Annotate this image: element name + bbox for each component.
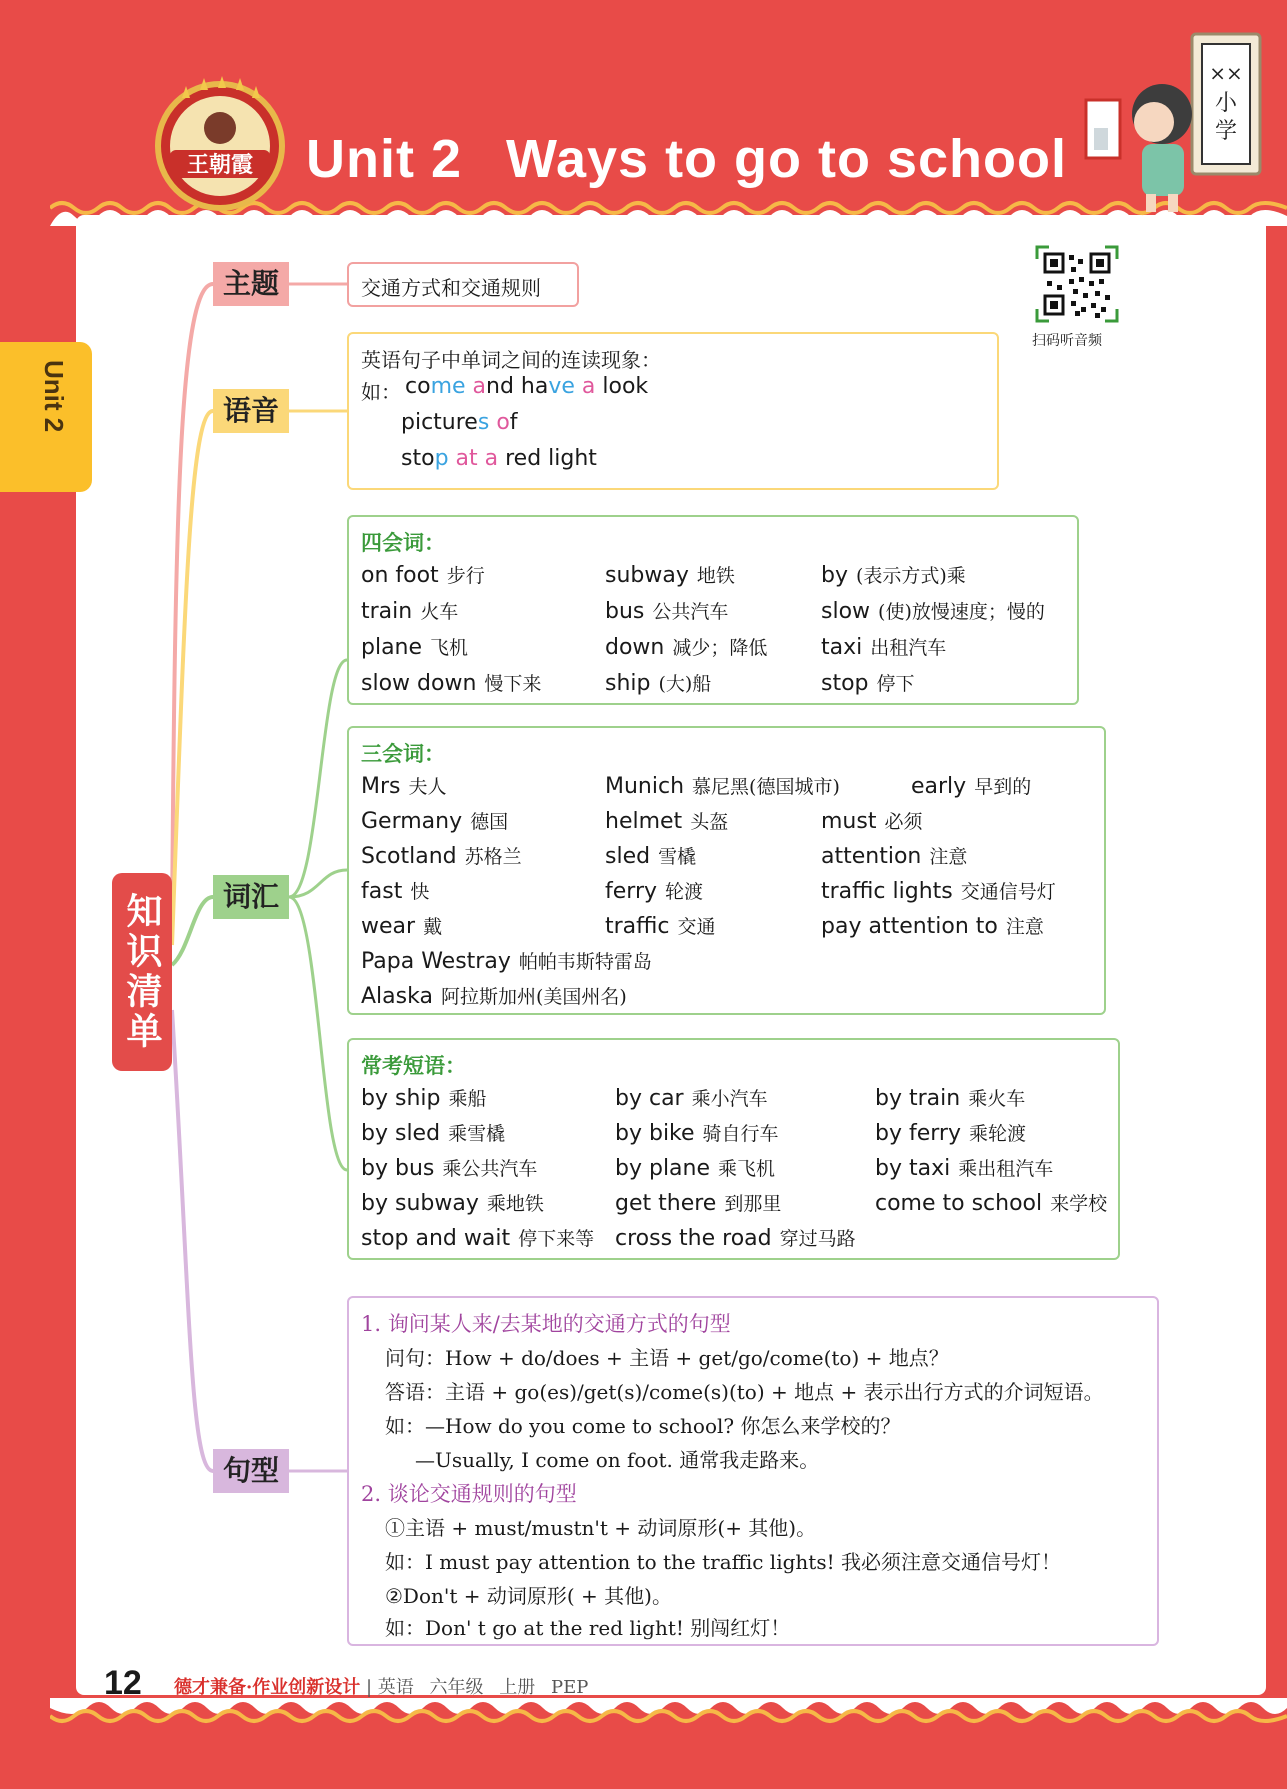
vocab-item [615,1189,781,1216]
vocab-item [361,912,442,939]
phrases-box [347,1038,1120,1260]
linked-sound: s [477,410,490,435]
vocab-chinese: 快 [410,881,430,903]
vocab-item [361,772,447,799]
theme-text: 交通方式和交通规则 [361,276,541,300]
vocab-english: traffic lights [821,879,953,904]
footer-grade: 六年级 [429,1677,484,1698]
footer-edition: PEP [551,1677,589,1698]
sentence-2-line: ②Don't + 动词原形( + 其他)。 [385,1584,672,1608]
linked-sound: o [496,410,510,435]
vocab-chinese: 到那里 [724,1193,782,1215]
vocab-item [361,807,508,834]
vocab-item [605,597,728,624]
vocab-english: train [361,599,413,624]
vocab-item [361,561,485,588]
vocab-chinese: 停下 [876,673,915,695]
vocab-item [821,912,1044,939]
branch-vocab: 词汇 [213,875,289,919]
vocab-english: by sled [361,1121,441,1146]
vocab-english: Mrs [361,774,401,799]
sentence-1-line: 答语：主语 + go(es)/get(s)/come(s)(to) + 地点 + 表示出行方式的介词短语。 [385,1380,1104,1404]
vocab-english: get there [615,1191,717,1216]
vocab-english: fast [361,879,403,904]
vocab-chinese: 步行 [446,565,485,587]
vocab-item [605,842,696,869]
linked-sound: a [581,374,596,399]
vocab-chinese: (表示方式)乘 [855,565,966,587]
vocab-item [821,842,967,869]
vocab-item [605,912,716,939]
phonics-box [347,332,999,490]
phonics-text: nd ha [486,374,549,399]
vocab-chinese: 乘船 [448,1088,487,1110]
vocab-item [605,669,711,696]
vocab-english: by plane [615,1156,711,1181]
school-sign-text: ×× [1209,61,1243,85]
vocab-item [361,842,522,869]
vocab-chinese: 火车 [420,601,459,623]
vocab-english: pay attention to [821,914,998,939]
phonics-text: sto [401,446,435,471]
vocab-english: Munich [605,774,685,799]
vocab-item [605,633,767,660]
vocab-chinese: 地铁 [696,565,735,587]
phonics-example-line [401,446,597,471]
vocab-english: sled [605,844,651,869]
vocab-english: by subway [361,1191,479,1216]
vocab-english: plane [361,635,423,660]
vocab-chinese: 乘轮渡 [968,1123,1026,1145]
vocab-item [821,669,915,696]
sentence-2-line: ①主语 + must/mustn't + 动词原形(+ 其他)。 [385,1516,817,1540]
phonics-text [449,446,456,471]
vocab-english: by [821,563,848,588]
phonics-intro: 英语句子中单词之间的连读现象： [361,348,661,372]
linked-sound: me [430,374,466,399]
phonics-text [466,374,473,399]
vocab-item [875,1154,1053,1181]
vocab-english: stop [821,671,869,696]
vocab-english: slow down [361,671,477,696]
vocab-chinese: 注意 [929,846,968,868]
vocab-chinese: 交通信号灯 [960,881,1056,903]
vocab-english: by taxi [875,1156,951,1181]
three-skill-heading: 三会词： [361,741,445,766]
unit-number: Unit 2 [306,129,463,189]
vocab-english: Scotland [361,844,457,869]
vocab-item [605,807,728,834]
vocab-item [361,1189,544,1216]
vocab-english: early [911,774,967,799]
vocab-english: stop and wait [361,1226,511,1251]
vocab-chinese: 出租汽车 [870,637,947,659]
vocab-english: bus [605,599,645,624]
vocab-chinese: 停下来等 [518,1228,595,1250]
vocab-item [361,633,468,660]
vocab-english: slow [821,599,871,624]
phrases-heading: 常考短语： [361,1053,466,1078]
vocab-item [605,877,703,904]
vocab-english: traffic [605,914,670,939]
linked-sound: at [455,446,478,471]
vocab-chinese: 乘公共汽车 [442,1158,538,1180]
vocab-chinese: 乘地铁 [486,1193,544,1215]
vocab-item [361,947,652,974]
vocab-chinese: 慢下来 [484,673,542,695]
phonics-example-prefix: 如： [361,380,401,404]
branch-phonics: 语音 [213,389,289,433]
vocab-item [361,877,429,904]
qr-label: 扫码听音频 [1032,332,1102,348]
phonics-text [575,374,582,399]
vocab-item [361,669,541,696]
publisher-logo [152,76,288,212]
vocab-item [615,1119,779,1146]
unit-title [306,128,1067,190]
vocab-english: ferry [605,879,658,904]
vocab-item [605,772,840,799]
vocab-english: attention [821,844,922,869]
vocab-chinese: 慕尼黑(德国城市) [692,776,840,798]
mascot-illustration [1080,28,1280,213]
branch-theme: 主题 [213,262,289,306]
phonics-text: co [405,374,431,399]
vocab-english: ship [605,671,651,696]
footer-text: 德才兼备·作业创新设计 | 英语 六年级 上册 PEP [174,1677,589,1698]
sentence-1-line: 问句：How + do/does + 主语 + get/go/come(to) + 地点？ [385,1346,949,1370]
vocab-item [911,772,1031,799]
vocab-english: by car [615,1086,684,1111]
vocab-english: by bus [361,1156,435,1181]
sentence-1-line: 如：—How do you come to school? 你怎么来学校的？ [385,1414,901,1438]
vocab-chinese: 德国 [470,811,509,833]
vocab-english: Alaska [361,984,433,1009]
vocab-chinese: 公共汽车 [652,601,729,623]
vocab-chinese: 阿拉斯加州(美国州名) [440,986,627,1008]
vocab-item [361,982,627,1009]
vocab-english: Germany [361,809,463,834]
svg-text:小: 小 [1214,91,1238,116]
linked-sound: a [472,374,487,399]
vocab-chinese: 乘火车 [968,1088,1026,1110]
vocab-english: by ferry [875,1121,961,1146]
three-skill-vocab-box [347,726,1106,1015]
vocab-chinese: 乘飞机 [718,1158,776,1180]
sentence-2-title: 2. 谈论交通规则的句型 [361,1482,577,1506]
vocab-chinese: 雪橇 [658,846,697,868]
qr-code-icon[interactable] [1035,245,1119,323]
page-number: 12 [104,1664,142,1702]
vocab-item [615,1224,856,1251]
phonics-text: look [595,374,649,399]
vocab-english: by ship [361,1086,441,1111]
footer-series: 德才兼备·作业创新设计 [174,1677,361,1698]
vocab-item [605,561,735,588]
vocab-item [821,877,1056,904]
vocab-chinese: 来学校 [1050,1193,1108,1215]
phonics-example-line [401,410,518,435]
linked-sound: p [434,446,449,471]
vocab-english: subway [605,563,689,588]
vocab-chinese: 减少；降低 [672,637,768,659]
vocab-english: helmet [605,809,683,834]
vocab-english: cross the road [615,1226,772,1251]
vocab-item [361,1154,537,1181]
vocab-item [875,1119,1026,1146]
vocab-item [615,1154,775,1181]
branch-sentences: 句型 [213,1449,289,1493]
mind-map-root: 知识清单 [112,873,172,1071]
vocab-chinese: 夫人 [408,776,447,798]
vocab-english: by bike [615,1121,695,1146]
four-skill-heading: 四会词： [361,530,445,555]
phonics-example-line [405,374,648,399]
vocab-english: wear [361,914,416,939]
vocab-chinese: 注意 [1005,916,1044,938]
vocab-chinese: (大)船 [658,673,712,695]
vocab-chinese: 苏格兰 [464,846,522,868]
vocab-item [821,633,946,660]
vocab-chinese: 乘雪橇 [448,1123,506,1145]
sentences-box [347,1296,1159,1646]
unit-side-tab-label: Unit 2 [39,360,69,433]
vocab-item [875,1189,1107,1216]
sentence-1-line: —Usually, I come on foot. 通常我走路来。 [415,1448,820,1472]
vocab-english: come to school [875,1191,1043,1216]
phonics-text: picture [401,410,478,435]
vocab-chinese: (使)放慢速度；慢的 [878,601,1045,623]
vocab-english: Papa Westray [361,949,511,974]
theme-box [347,262,579,307]
four-skill-vocab-box [347,515,1079,705]
phonics-text: red light [498,446,597,471]
linked-sound: ve [548,374,575,399]
vocab-item [821,561,966,588]
decorative-wave-bottom [50,1698,1287,1724]
footer-subject: 英语 [377,1677,414,1698]
vocab-chinese: 飞机 [430,637,469,659]
vocab-english: taxi [821,635,863,660]
phonics-text [478,446,485,471]
vocab-chinese: 乘出租汽车 [958,1158,1054,1180]
vocab-chinese: 戴 [423,916,443,938]
vocab-chinese: 必须 [884,811,923,833]
vocab-english: on foot [361,563,439,588]
vocab-chinese: 帕帕韦斯特雷岛 [518,951,652,973]
sentence-2-line: 如：I must pay attention to the traffic lights! 我必须注意交通信号灯！ [385,1550,1061,1574]
vocab-chinese: 骑自行车 [702,1123,779,1145]
svg-text:学: 学 [1214,119,1238,144]
vocab-item [361,1084,486,1111]
vocab-chinese: 轮渡 [665,881,704,903]
linked-sound: a [484,446,499,471]
vocab-item [875,1084,1025,1111]
vocab-item [361,597,458,624]
sentence-1-title: 1. 询问某人来/去某地的交通方式的句型 [361,1312,731,1336]
logo-text: 王朝霞 [186,152,254,178]
vocab-chinese: 头盔 [690,811,729,833]
vocab-item [821,807,922,834]
vocab-item [361,1119,505,1146]
phonics-text: f [509,410,518,435]
vocab-chinese: 乘小汽车 [691,1088,768,1110]
vocab-chinese: 穿过马路 [779,1228,856,1250]
sentence-2-line: 如：Don' t go at the red light! 别闯红灯！ [385,1616,791,1640]
vocab-item [615,1084,768,1111]
vocab-english: must [821,809,877,834]
vocab-english: down [605,635,665,660]
vocab-chinese: 早到的 [974,776,1032,798]
vocab-english: by train [875,1086,961,1111]
vocab-item [361,1224,594,1251]
vocab-chinese: 交通 [677,916,716,938]
footer-term: 上册 [499,1677,536,1698]
unit-name: Ways to go to school [506,129,1068,189]
vocab-item [821,597,1045,624]
